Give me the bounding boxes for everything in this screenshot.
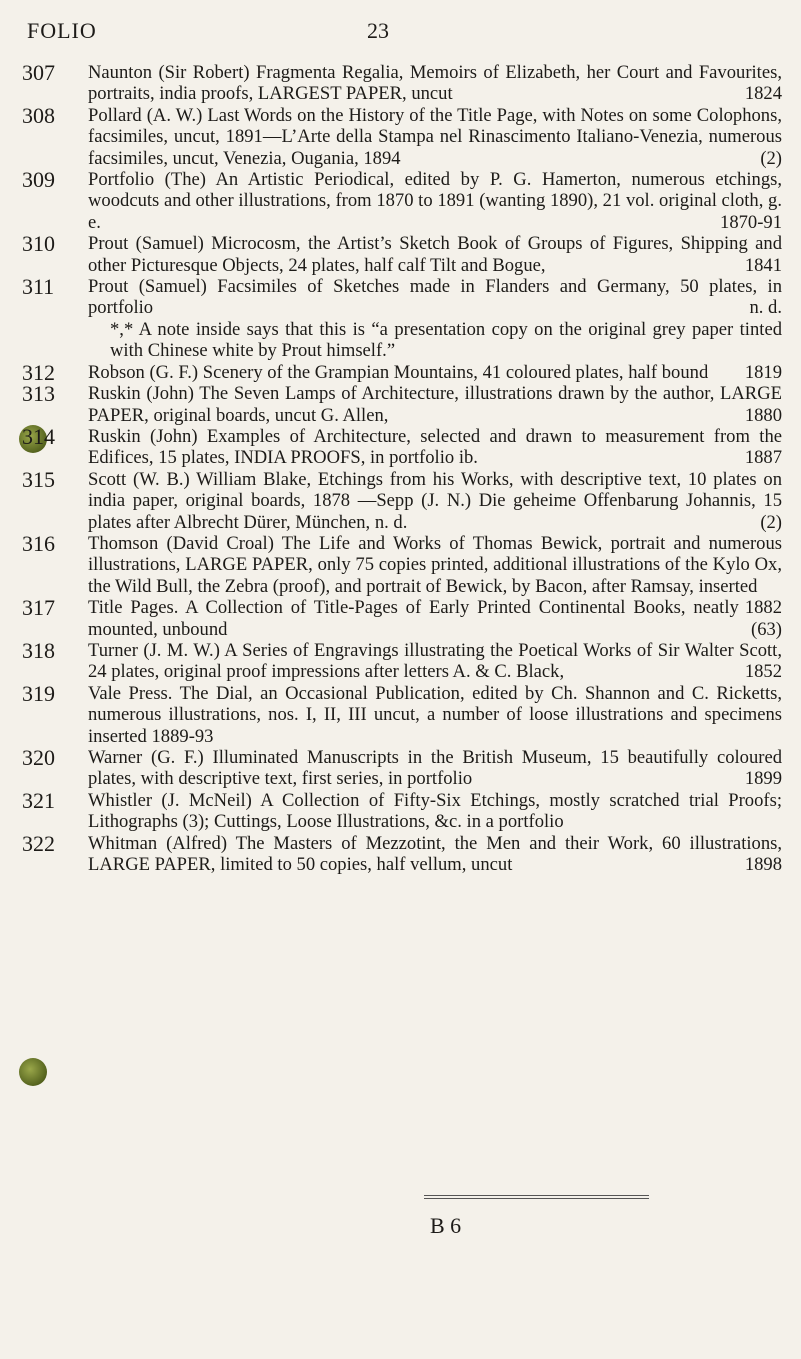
lot-entry	[22, 383, 782, 426]
lot-date: 1887	[744, 447, 782, 469]
lot-number: 311	[22, 274, 55, 300]
lot-date: 1870-91	[720, 211, 782, 233]
lot-description: Whitman (Alfred) The Masters of Mezzotint, the Men and their Work, 60 illustrations, LARGE PAPER, limited to 50 copies, half vellum, uncut	[88, 832, 782, 876]
lot-description-block	[88, 747, 782, 790]
lot-description-block	[88, 233, 782, 276]
lot-description: Warner (G. F.) Illuminated Manuscripts in the British Museum, 15 beautifully coloured plates, with descriptive text, first series, in portfolio	[88, 747, 782, 790]
lot-number: 312	[22, 359, 55, 385]
lot-entry	[22, 466, 782, 533]
lot-date: 1824	[744, 83, 782, 105]
lot-date: 1819	[744, 361, 782, 383]
lot-note: *,* A note inside says that this is “a presentation copy on the original grey paper tinted with Chinese white by Prout himself.”	[110, 318, 782, 362]
lot-number: 307	[22, 60, 55, 85]
lot-entry	[22, 830, 782, 876]
lot-number: 322	[22, 830, 55, 856]
lot-description-block	[88, 469, 782, 533]
lot-description-block	[88, 362, 782, 383]
lot-description-block	[88, 790, 782, 833]
lot-number: 308	[22, 102, 55, 128]
lot-description: Turner (J. M. W.) A Series of Engravings illustrating the Poetical Works of Sir Walter Scott, 24 plates, original proof impressions after letters A. & C. Black,	[88, 639, 782, 683]
lot-date: 1841	[744, 254, 782, 276]
lot-description: Portfolio (The) An Artistic Periodical, edited by P. G. Hamerton, numerous etchings, woodcuts and other illustrations, from 1870 to 1891 (wanting 1890), 21 vol. original cloth, g. e.	[88, 169, 782, 233]
lot-description: Scott (W. B.) William Blake, Etchings from his Works, with descriptive text, 10 plates on india paper, original boards, 1878 —Sepp (J. N.) Die geheime Offenbarung Johannis, 15 plates after Albrecht Dürer, München, n. d.	[88, 468, 782, 533]
lot-list	[22, 62, 782, 875]
lot-date: 1899	[744, 768, 782, 790]
lot-number: 320	[22, 745, 55, 770]
lot-description-block	[88, 426, 782, 469]
lot-number: 317	[22, 595, 55, 621]
lot-entry	[22, 169, 782, 233]
lot-number: 321	[22, 787, 55, 813]
lot-date: (2)	[760, 511, 782, 533]
lot-description: Thomson (David Croal) The Life and Works of Thomas Bewick, portrait and numerous illustrations, LARGE PAPER, only 75 copies printed, additional illustrations of the Kylo Ox, the Wild Bull, the Zebra (proof), and portrait of Bewick, by Bacon, after Ramsay, inserted	[88, 532, 782, 597]
lot-entry	[22, 276, 782, 362]
lot-entry	[22, 233, 782, 276]
lot-date: 1852	[744, 661, 782, 683]
lot-description-block	[88, 597, 782, 640]
lot-entry	[22, 62, 782, 105]
lot-description-block	[88, 683, 782, 747]
lot-number: 319	[22, 680, 55, 706]
lot-number: 310	[22, 231, 55, 257]
footer-rule	[424, 1195, 649, 1196]
lot-entry	[22, 359, 782, 385]
lot-date: 1880	[744, 404, 782, 426]
lot-description: Naunton (Sir Robert) Fragmenta Regalia, Memoirs of Elizabeth, her Court and Favourites, portraits, india proofs, LARGEST PAPER, uncut	[88, 62, 782, 105]
lot-number: 313	[22, 381, 55, 407]
running-head: FOLIO	[27, 18, 97, 43]
punch-hole-icon	[19, 1058, 47, 1086]
lot-description-block	[88, 62, 782, 105]
page-footer	[0, 1195, 801, 1255]
lot-date: 1882	[744, 597, 782, 619]
lot-entry	[22, 637, 782, 683]
lot-number: 316	[22, 530, 55, 556]
lot-date: (2)	[760, 147, 782, 169]
lot-description: Ruskin (John) Examples of Architecture, selected and drawn to measurement from the Edifices, 15 plates, INDIA PROOFS, in portfolio ib.	[88, 425, 782, 469]
lot-entry	[22, 423, 782, 469]
lot-description: Robson (G. F.) Scenery of the Grampian Mountains, 41 coloured plates, half bound	[88, 361, 709, 383]
lot-description-block	[88, 833, 782, 876]
page-number: 23	[367, 18, 389, 43]
lot-entry	[22, 747, 782, 790]
signature-mark: B 6	[430, 1213, 462, 1238]
lot-description: Whistler (J. McNeil) A Collection of Fifty-Six Etchings, mostly scratched trial Proofs; Lithographs (3); Cuttings, Loose Illustrations, &c. in a portfolio	[88, 789, 782, 833]
lot-number: 315	[22, 466, 55, 492]
lot-date: 1898	[744, 854, 782, 876]
lot-entry	[22, 680, 782, 747]
lot-entry	[22, 787, 782, 833]
lot-description-block	[88, 383, 782, 426]
lot-number: 314	[22, 423, 55, 449]
lot-description: Ruskin (John) The Seven Lamps of Architecture, illustrations drawn by the author, LARGE PAPER, original boards, uncut G. Allen,	[88, 383, 782, 426]
lot-entry	[22, 597, 782, 640]
lot-description: Prout (Samuel) Facsimiles of Sketches made in Flanders and Germany, 50 plates, in portfolio	[88, 276, 782, 319]
lot-description: Vale Press. The Dial, an Occasional Publication, edited by Ch. Shannon and C. Ricketts, numerous illustrations, nos. I, II, III uncut, a number of loose illustrations and specimens inserted 1889-93	[88, 682, 782, 747]
lot-date: n. d.	[749, 297, 782, 319]
footer-rule	[424, 1198, 649, 1199]
lot-description-block	[88, 640, 782, 683]
lot-description-block	[88, 169, 782, 233]
lot-entry	[22, 102, 782, 169]
page-header	[27, 18, 774, 48]
lot-number: 309	[22, 167, 55, 193]
lot-description: Title Pages. A Collection of Title-Pages of Early Printed Continental Books, neatly mounted, unbound	[88, 597, 739, 640]
lot-date: (63)	[751, 618, 782, 640]
lot-description: Prout (Samuel) Microcosm, the Artist’s Sketch Book of Groups of Figures, Shipping and other Picturesque Objects, 24 plates, half calf Tilt and Bogue,	[88, 233, 782, 276]
lot-description-block	[88, 105, 782, 169]
lot-description-block	[88, 276, 782, 362]
lot-number: 318	[22, 637, 55, 663]
lot-description: Pollard (A. W.) Last Words on the History of the Title Page, with Notes on some Colophons, facsimiles, uncut, 1891—L’Arte della Stampa nel Rinascimento Italiano-Venezia, numerous facsimiles, uncut, Venezia, Ougania, 1894	[88, 104, 782, 169]
